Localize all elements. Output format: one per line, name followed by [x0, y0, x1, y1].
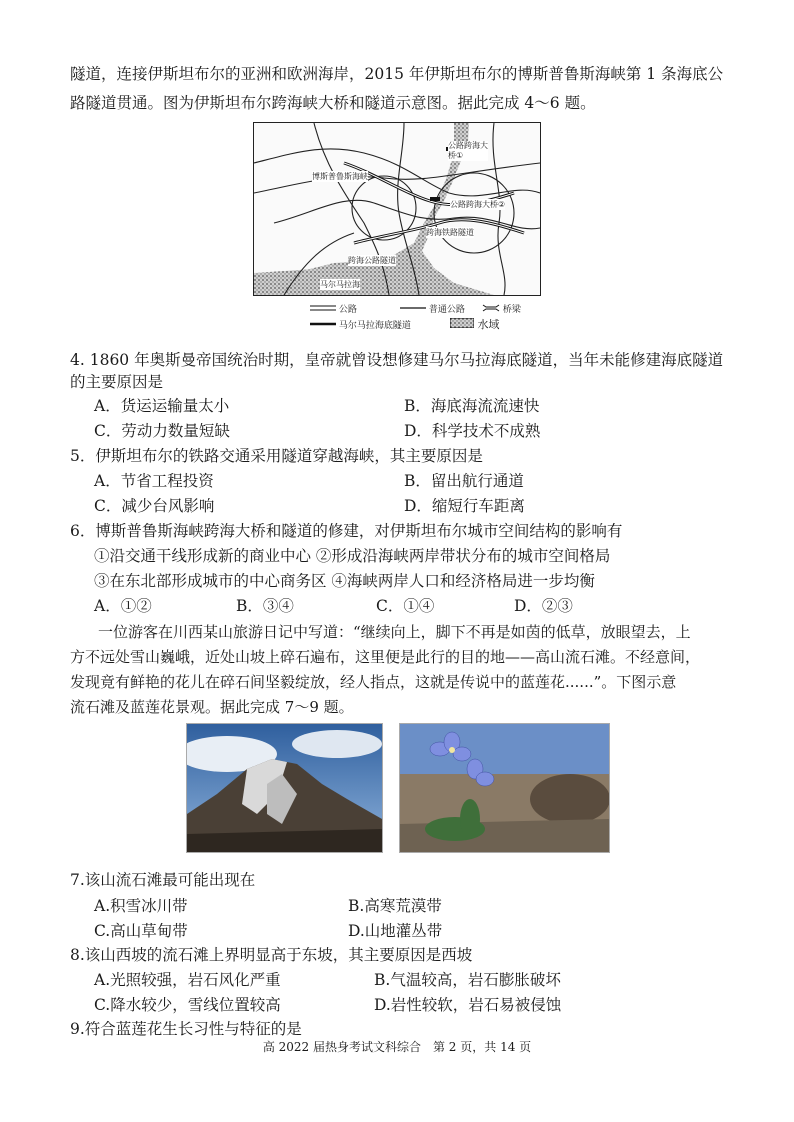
q4-option-d[interactable]: D．科学技术不成熟	[404, 422, 541, 440]
q6-stem: 6．博斯普鲁斯海峡跨海大桥和隧道的修建，对伊斯坦布尔城市空间结构的影响有	[70, 522, 623, 540]
scree-slope-photo	[186, 723, 383, 853]
map-legend	[300, 300, 560, 334]
q8-option-b[interactable]: B.气温较高，岩石膨胀破坏	[374, 971, 561, 989]
road-symbol-icon	[400, 304, 426, 312]
q8-option-a[interactable]: A.光照较强，岩石风化严重	[94, 971, 281, 989]
q5-option-a[interactable]: A．节省工程投资	[94, 472, 214, 490]
q6-statement-1-2: ①沿交通干线形成新的商业中心 ②形成沿海峡两岸带状分布的城市空间格局	[94, 547, 611, 565]
q7-option-b[interactable]: B.高寒荒漠带	[348, 897, 442, 915]
q4-stem-line-2: 的主要原因是	[70, 373, 164, 391]
label-road-tunnel: 跨海公路隧道	[348, 256, 396, 265]
q7-option-c[interactable]: C.高山草甸带	[94, 922, 188, 940]
tunnel-symbol-icon	[310, 320, 336, 328]
q7-stem: 7.该山流石滩最可能出现在	[70, 871, 256, 889]
legend-highway-label: 公路	[338, 305, 357, 315]
label-bridge-1: 公路跨海大桥①	[448, 141, 488, 160]
legend-bridge-label: 桥梁	[502, 305, 521, 315]
legend-marmaray	[310, 318, 411, 331]
q9-stem: 9.符合蓝莲花生长习性与特征的是	[70, 1020, 302, 1038]
label-rail-tunnel: 跨海铁路隧道	[426, 228, 474, 237]
q6-option-b[interactable]: B．③④	[236, 597, 294, 615]
passage-line-2: 方不远处雪山巍峨，近处山坡上碎石遍布，这里便是此行的目的地——高山流石滩。不经意间，	[70, 648, 701, 666]
istanbul-map-figure	[253, 122, 541, 296]
q6-option-c[interactable]: C．①④	[376, 597, 435, 615]
blue-lotus-flower-photo	[399, 723, 610, 853]
q4-option-c[interactable]: C．劳动力数量短缺	[94, 422, 230, 440]
q8-stem: 8.该山西坡的流石滩上界明显高于东坡，其主要原因是西坡	[70, 946, 473, 964]
q4-stem-line-1: 4. 1860 年奥斯曼帝国统治时期，皇帝就曾设想修建马尔马拉海底隧道，当年未能修建海底隧道	[70, 351, 724, 369]
highway-symbol-icon	[310, 304, 336, 312]
bridge-symbol-icon	[482, 304, 500, 312]
legend-highway	[310, 302, 357, 315]
q5-option-c[interactable]: C．减少台风影响	[94, 497, 215, 515]
q8-option-c[interactable]: C.降水较少，雪线位置较高	[94, 996, 281, 1014]
passage-line-3: 发现竟有鲜艳的花儿在碎石间坚毅绽放，经人指点，这就是传说中的蓝莲花......”。下图示意	[70, 673, 677, 691]
page-footer: 高 2022 届热身考试文科综合 第 2 页，共 14 页	[262, 1040, 532, 1054]
passage-line-4: 流石滩及蓝莲花景观。据此完成 7～9 题。	[70, 698, 354, 716]
legend-ordinary-road	[400, 302, 465, 315]
legend-water-label: 水域	[477, 318, 500, 331]
q5-stem: 5．伊斯坦布尔的铁路交通采用隧道穿越海峡，其主要原因是	[70, 447, 483, 465]
legend-water	[450, 316, 500, 332]
intro-line-2: 路隧道贯通。图为伊斯坦布尔跨海峡大桥和隧道示意图。据此完成 4～6 题。	[70, 94, 596, 112]
q6-option-d[interactable]: D．②③	[514, 597, 573, 615]
q7-option-a[interactable]: A.积雪冰川带	[94, 897, 188, 915]
label-bridge-2: 公路跨海大桥②	[450, 200, 506, 209]
intro-line-1: 隧道，连接伊斯坦布尔的亚洲和欧洲海岸，2015 年伊斯坦布尔的博斯普鲁斯海峡第 1 条海底公	[70, 65, 724, 83]
legend-bridge	[482, 302, 521, 315]
q6-option-a[interactable]: A．①②	[94, 597, 152, 615]
label-marmara: 马尔马拉海	[320, 280, 360, 289]
label-bosporus: 博斯普鲁斯海峡	[312, 172, 368, 181]
water-symbol-icon	[450, 318, 474, 328]
passage-line-1: 一位游客在川西某山旅游日记中写道：“继续向上，脚下不再是如茵的低草，放眼望去，上	[98, 623, 691, 641]
q5-option-d[interactable]: D．缩短行车距离	[404, 497, 525, 515]
q4-option-b[interactable]: B．海底海流流速快	[404, 397, 540, 415]
q6-statement-3-4: ③在东北部形成城市的中心商务区 ④海峡两岸人口和经济格局进一步均衡	[94, 572, 595, 590]
q4-option-a[interactable]: A．货运运输量太小	[94, 397, 230, 415]
q8-option-d[interactable]: D.岩性较软，岩石易被侵蚀	[374, 996, 562, 1014]
q5-option-b[interactable]: B．留出航行通道	[404, 472, 524, 490]
legend-marmaray-label: 马尔马拉海底隧道	[338, 321, 411, 331]
q7-option-d[interactable]: D.山地灌丛带	[348, 922, 443, 940]
legend-ordinary-road-label: 普通公路	[428, 305, 465, 315]
